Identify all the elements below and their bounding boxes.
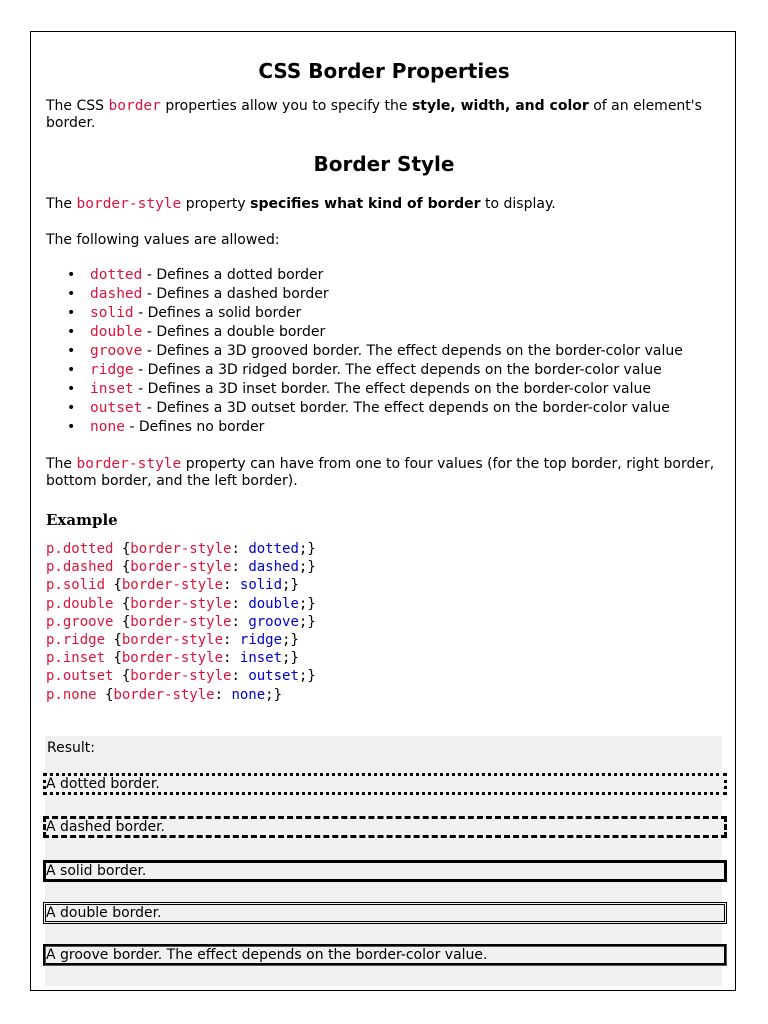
bullet-icon: • — [67, 305, 76, 321]
code-selector: p.none — [46, 686, 97, 703]
dotted-border-demo: A dotted border. — [43, 773, 727, 795]
style-desc-bold: specifies what kind of border — [250, 196, 481, 212]
four-values-code: border-style — [76, 456, 182, 472]
code-value: double — [248, 595, 299, 612]
section-title: Border Style — [313, 152, 455, 176]
code-property: border-style — [113, 686, 215, 703]
value-desc: - Defines no border — [124, 419, 265, 435]
code-value: solid — [239, 577, 283, 594]
code-value: dotted — [248, 541, 299, 557]
code-line: p.solid {border-style: solid;} — [46, 577, 299, 594]
value-desc: - Defines a 3D grooved border. The effect depends on the border-color value — [142, 343, 683, 359]
bullet-icon: • — [67, 343, 76, 359]
intro-code: border — [108, 98, 161, 114]
value-desc: - Defines a double border — [142, 324, 326, 340]
style-desc-code: border-style — [76, 196, 182, 212]
double-border-demo: A double border. — [43, 902, 727, 924]
code-value: none — [231, 686, 266, 703]
value-desc: - Defines a dashed border — [142, 286, 329, 302]
bullet-icon: • — [67, 381, 76, 397]
value-desc: - Defines a dotted border — [142, 267, 324, 283]
code-property: border-style — [130, 541, 232, 557]
list-item — [46, 304, 683, 323]
list-item — [46, 266, 683, 285]
code-property: border-style — [121, 632, 224, 649]
code-selector: p.dotted — [46, 541, 114, 557]
value-code: inset — [90, 381, 134, 397]
code-selector: p.solid — [46, 577, 106, 594]
value-desc: - Defines a solid border — [133, 305, 302, 321]
code-value: dashed — [248, 559, 299, 576]
solid-border-demo: A solid border. — [43, 860, 727, 882]
groove-border-demo: A groove border. The effect depends on the border-color value. — [43, 944, 727, 966]
code-line: p.outset {border-style: outset;} — [46, 668, 316, 685]
code-line: p.none {border-style: none;} — [46, 686, 283, 703]
dashed-border-demo: A dashed border. — [43, 816, 727, 838]
code-line: p.groove {border-style: groove;} — [46, 613, 316, 630]
four-values-paragraph — [46, 456, 722, 490]
list-item — [46, 399, 683, 418]
list-item — [46, 418, 683, 437]
four-values-suffix: property can have from one to four values (for the top border, right border, bottom border, and the left border). — [46, 456, 715, 489]
value-desc: - Defines a 3D outset border. The effect depends on the border-color value — [142, 400, 670, 416]
result-label: Result: — [47, 740, 95, 756]
value-code: double — [90, 324, 143, 340]
code-line: p.double {border-style: double;} — [46, 595, 316, 612]
code-selector: p.outset — [46, 668, 114, 685]
four-values-prefix: The — [46, 456, 77, 472]
intro-prefix: The CSS — [46, 98, 109, 114]
value-code: groove — [90, 343, 143, 359]
list-item — [46, 361, 683, 380]
code-property: border-style — [121, 650, 224, 667]
code-selector: p.double — [46, 595, 114, 612]
value-code: dashed — [90, 286, 143, 302]
code-line: p.ridge {border-style: ridge;} — [46, 632, 299, 649]
code-selector: p.groove — [46, 613, 114, 630]
bullet-icon: • — [67, 286, 76, 302]
allowed-values-intro: The following values are allowed: — [46, 232, 280, 248]
values-list — [46, 266, 683, 437]
style-description — [46, 196, 722, 213]
bullet-icon: • — [67, 267, 76, 283]
code-selector: p.ridge — [46, 632, 106, 649]
bullet-icon: • — [67, 362, 76, 378]
value-desc: - Defines a 3D ridged border. The effect depends on the border-color value — [133, 362, 662, 378]
example-heading: Example — [46, 511, 118, 529]
list-item — [46, 380, 683, 399]
code-property: border-style — [121, 577, 224, 594]
value-desc: - Defines a 3D inset border. The effect depends on the border-color value — [133, 381, 652, 397]
value-code: ridge — [90, 362, 134, 378]
code-line: p.dashed {border-style: dashed;} — [46, 559, 316, 576]
intro-bold: style, width, and color — [411, 98, 589, 114]
code-selector: p.inset — [46, 650, 106, 667]
document-frame — [30, 31, 736, 991]
intro-paragraph — [46, 98, 722, 132]
intro-middle: properties allow you to specify the — [160, 98, 412, 114]
code-property: border-style — [130, 668, 232, 685]
code-value: inset — [239, 650, 283, 667]
code-value: outset — [248, 668, 299, 685]
code-value: groove — [248, 613, 299, 630]
bullet-icon: • — [67, 419, 76, 435]
list-item — [46, 285, 683, 304]
code-property: border-style — [130, 595, 232, 612]
value-code: dotted — [90, 267, 143, 283]
value-code: outset — [90, 400, 143, 416]
code-property: border-style — [130, 613, 232, 630]
code-property: border-style — [130, 559, 232, 576]
intro-suffix: of an element's border. — [46, 98, 702, 131]
value-code: none — [90, 419, 125, 435]
result-panel — [45, 736, 722, 986]
code-line: p.dotted {border-style: dotted;} — [46, 541, 316, 557]
page-title: CSS Border Properties — [258, 59, 510, 83]
bullet-icon: • — [67, 400, 76, 416]
style-desc-prefix: The — [46, 196, 77, 212]
style-desc-suffix: to display. — [480, 196, 556, 212]
code-example — [46, 540, 316, 704]
list-item — [46, 342, 683, 361]
code-selector: p.dashed — [46, 559, 114, 576]
code-value: ridge — [239, 632, 283, 649]
list-item — [46, 323, 683, 342]
value-code: solid — [90, 305, 134, 321]
style-desc-middle: property — [181, 196, 251, 212]
code-line: p.inset {border-style: inset;} — [46, 650, 299, 667]
bullet-icon: • — [67, 324, 76, 340]
